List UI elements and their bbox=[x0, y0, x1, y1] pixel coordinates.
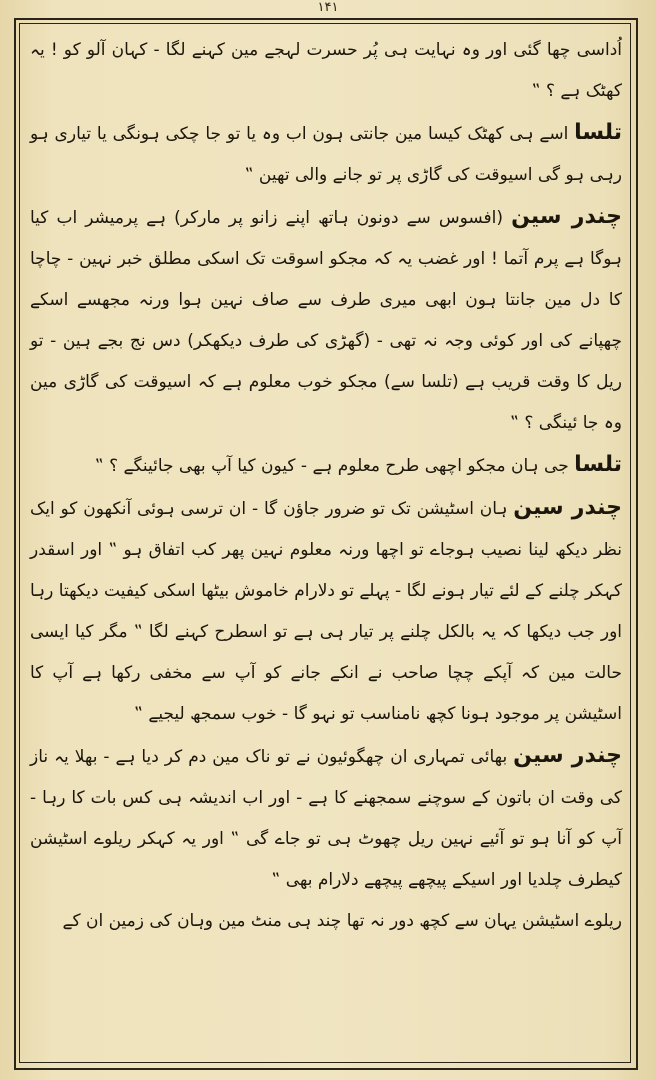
page-number: ۱۴۱ bbox=[317, 0, 339, 15]
paragraph-text: بھائی تمہاری ان چھگوئیون نے تو ناک مین دم کر دیا ہے - بھلا یہ ناز کی وقت ان باتون کے سوچنے سمجھنے کا ہے - اور اب اندیشہ ہی کس بات کا رہا - آپ کو آنا ہو تو آئیے نہین ریل چھوٹ ہی تو جاے گی ‟ اور یہ کہکر ریلوے اسٹیشن کیطرف چلدیا اور اسیکے پیچھے پیچھے دلارام بھی ‟ bbox=[30, 747, 622, 890]
speaker-name: تلسا bbox=[574, 120, 622, 145]
speaker-name: چندر سین bbox=[513, 495, 623, 520]
body-text bbox=[30, 30, 622, 942]
speaker-name: تلسا bbox=[574, 452, 622, 477]
paragraph-text: اُداسی چھا گئی اور وہ نہایت ہی پُر حسرت لہجے مین کہنے لگا - کہان آلو کو ! یہ کھٹک ہے ؟ ‟ bbox=[30, 40, 622, 101]
paragraph-text: ہان اسٹیشن تک تو ضرور جاؤن گا - ان ترسی ہوئی آنکھون کو ایک نظر دیکھ لینا نصیب ہوجاے تو اچھا ورنہ معلوم نہین پھر کب اتفاق ہو ‟ اور اسقدر کہکر چلنے کے لئے تیار ہونے لگا - پہلے تو دلارام خاموش بیٹھا اسکی کیفیت دیکھتا رہا اور جب دیکھا کہ یہ بالکل چلنے پر تیار ہی ہے تو اسطرح کہنے لگا ‟ مگر کیا ایسی حالت مین کہ آپکے چچا صاحب نے انکے جانے کو آپ سے مخفی رکھا ہے آپ کا اسٹیشن پر موجود ہونا کچھ نامناسب تو نہو گا - خوب سمجھ لیجیے ‟ bbox=[30, 499, 622, 724]
paragraph bbox=[30, 444, 622, 487]
paragraph bbox=[30, 30, 622, 112]
paragraph bbox=[30, 196, 622, 444]
paragraph bbox=[30, 487, 622, 735]
paragraph bbox=[30, 112, 622, 196]
paragraph-text: اسے ہی کھٹک کیسا مین جانتی ہون اب وہ یا تو جا چکی ہونگی یا تیاری ہو رہی ہو گی اسیوقت کی گاڑی پر تو جانے والی تھین ‟ bbox=[30, 124, 622, 185]
speaker-name: چندر سین bbox=[511, 204, 623, 229]
paragraph bbox=[30, 735, 622, 901]
paragraph-text: (افسوس سے دونون ہاتھ اپنے زانو پر مارکر) ہے پرمیشر اب کیا ہوگا ہے پرم آتما ! اور غضب یہ کہ مجکو اسوقت تک اسکی مطلق خبر نہین - چاچا کا دل مین جانتا ہون ابھی میری طرف سے صاف نہین ہوا ورنہ مجھسے اسکے چھپانے کی اور کوئی وجہ نہ تھی - (گھڑی کی طرف دیکھکر) دس نج بجے ہین - تو ریل کا وقت قریب ہے (تلسا سے) مجکو خوب معلوم ہے کہ اسیوقت کی گاڑی مین وہ جا ئینگی ؟ ‟ bbox=[30, 208, 622, 433]
paragraph bbox=[30, 901, 622, 942]
paragraph-text: ریلوے اسٹیشن یہان سے کچھ دور نہ تھا چند ہی منٹ مین وہان کی زمین ان کے bbox=[62, 911, 622, 931]
speaker-name: چندر سین bbox=[513, 743, 623, 768]
paragraph-text: جی ہان مجکو اچھی طرح معلوم ہے - کیون کیا آپ بھی جائینگے ؟ ‟ bbox=[94, 456, 569, 476]
